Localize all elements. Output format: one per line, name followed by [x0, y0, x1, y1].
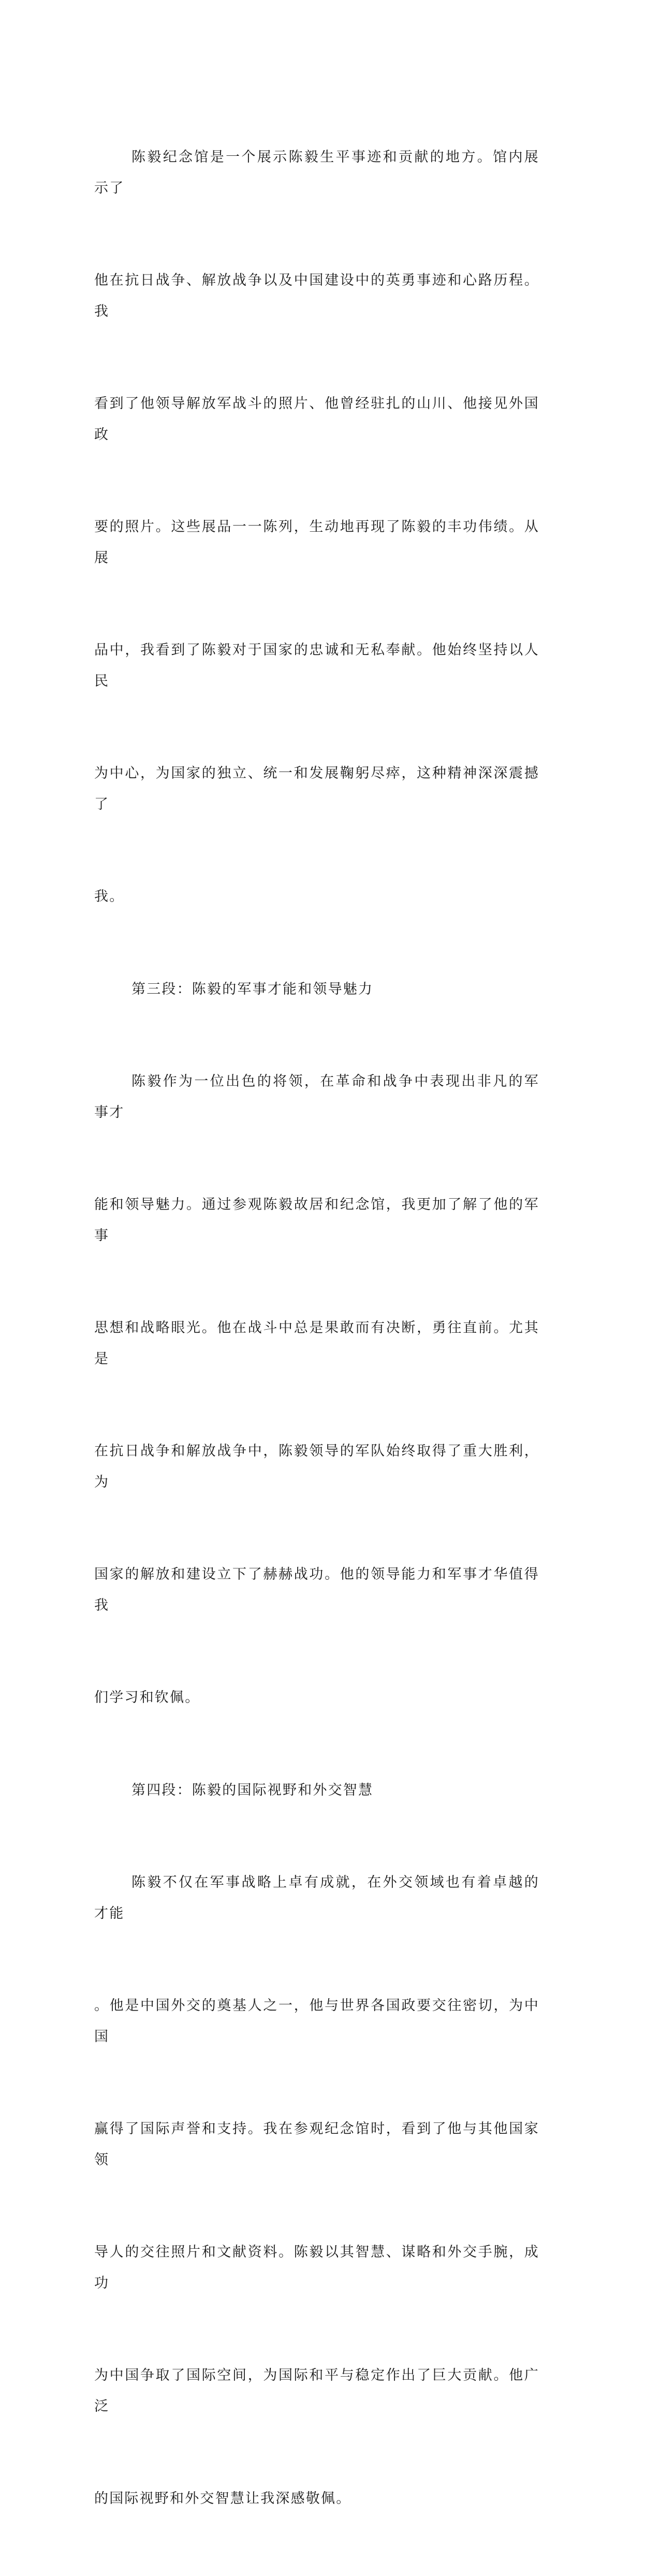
heading-text: 第四段：陈毅的国际视野和外交智慧 — [131, 1782, 374, 1798]
text-line: 导人的交往照片和文献资料。陈毅以其智慧、谋略和外交手腕，成功 — [94, 2244, 539, 2291]
section-heading-diplomacy — [94, 1775, 539, 1806]
text-line: 陈毅纪念馆是一个展示陈毅生平事迹和贡献的地方。馆内展示了 — [94, 149, 539, 196]
text-line: 我。 — [94, 889, 125, 905]
text-line: 国家的解放和建设立下了赫赫战功。他的领导能力和军事才华值得我 — [94, 1566, 539, 1613]
text-line: 为中心，为国家的独立、统一和发展鞠躬尽瘁，这种精神深深震撼了 — [94, 765, 539, 812]
text-line: 他在抗日战争、解放战争以及中国建设中的英勇事迹和心路历程。我 — [94, 272, 539, 319]
text-line: 为中国争取了国际空间，为国际和平与稳定作出了巨大贡献。他广泛 — [94, 2367, 539, 2414]
text-line: 能和领导魅力。通过参观陈毅故居和纪念馆，我更加了解了他的军事 — [94, 1197, 539, 1244]
text-line: 的国际视野和外交智慧让我深感敬佩。 — [94, 2491, 351, 2507]
text-line: 。他是中国外交的奠基人之一，他与世界各国政要交往密切，为中国 — [94, 1998, 539, 2045]
text-line: 思想和战略眼光。他在战斗中总是果敢而有决断，勇往直前。尤其是 — [94, 1320, 539, 1367]
text-line: 要的照片。这些展品一一陈列，生动地再现了陈毅的丰功伟绩。从展 — [94, 519, 539, 566]
heading-text: 第三段：陈毅的军事才能和领导魅力 — [131, 981, 374, 997]
text-line: 们学习和钦佩。 — [94, 1690, 200, 1706]
section-heading-military — [94, 974, 539, 1005]
paragraph-military-talent — [94, 1005, 539, 1775]
paragraph-memorial-hall — [94, 80, 539, 974]
paragraph-diplomacy — [94, 1806, 539, 2576]
document-body — [94, 80, 539, 2576]
text-line: 赢得了国际声誉和支持。我在参观纪念馆时，看到了他与其他国家领 — [94, 2121, 539, 2168]
text-line: 在抗日战争和解放战争中，陈毅领导的军队始终取得了重大胜利，为 — [94, 1443, 539, 1490]
text-line: 看到了他领导解放军战斗的照片、他曾经驻扎的山川、他接见外国政 — [94, 396, 539, 443]
text-line: 陈毅不仅在军事战略上卓有成就，在外交领域也有着卓越的才能 — [94, 1874, 539, 1922]
text-line: 陈毅作为一位出色的将领，在革命和战争中表现出非凡的军事才 — [94, 1073, 539, 1120]
text-line: 品中，我看到了陈毅对于国家的忠诚和无私奉献。他始终坚持以人民 — [94, 642, 539, 689]
